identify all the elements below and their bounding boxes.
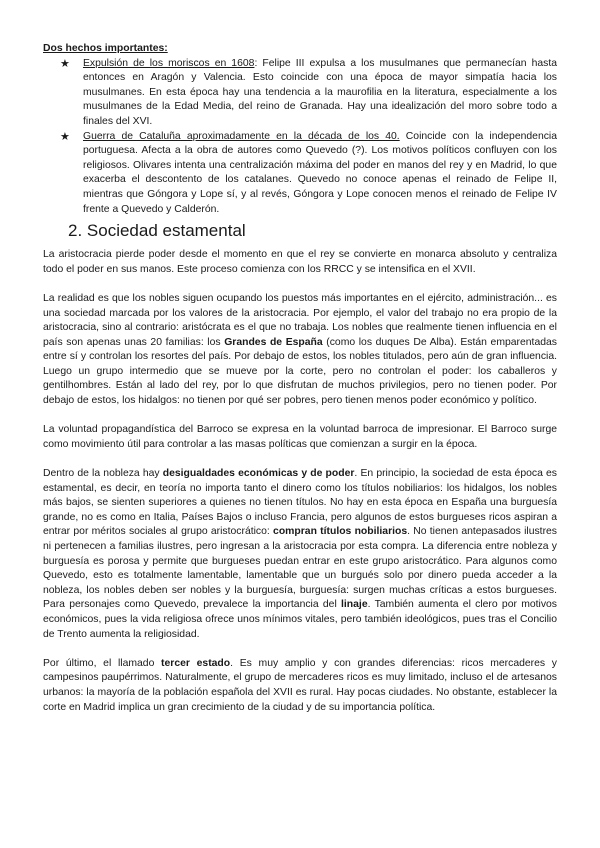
paragraph-text: Por último, el llamado [43,657,162,669]
paragraph-aristocracy [43,248,557,277]
event-title: Expulsión de los moriscos en 1608 [83,57,255,69]
important-facts-heading: Dos hechos importantes: [43,43,168,54]
paragraph-text: La aristocracia pierde poder desde el momento en que el rey se convierte en monarca absoluto y centraliza todo el poder en sus manos. Este proceso comienza con los RRCC y se intensifica en el XVII. [43,249,557,275]
star-bullet-icon: ★ [60,57,70,70]
list-item [43,57,557,130]
list-item [43,130,557,218]
star-bullet-icon: ★ [60,130,70,143]
bold-term: Grandes de España [224,336,323,348]
paragraph-baroque [43,423,557,452]
paragraph-text: . No tienen antepasados ilustres ni pertenecen a familias ilustres, pero ingresan a la aristocracia por esta compra. La diferencia entre nobleza y burguesía es porosa y permite que burgueses puedan entrar en este grupo aristocrático. Para algunos como Quevedo, esto es totalmente lamentable, lamentable que un burgués solo por dinero pueda acceder a la nobleza, los nobles deben ser nobles y la burguesía, burguesía: surgen muchas críticas a estos burgueses. Para personajes como Quevedo, prevalece la importancia del [43,526,558,611]
paragraph-text: (como los duques De Alba). Están emparentadas entre sí y controlan los resortes del país. Por debajo de estos, los nobles titulados, pero aún de gran influencia. Luego un grupo intermedio que se mueve por la corte, pero no controlan el poder: los caballeros y gentilhombres. Están al lado del rey, por lo que disfrutan de muchos privilegios, pero no tienen poder. Por debajo de estos, los hidalgos: no tienen por qué ser pobres, pero tienen menos poder económico y político. [43,336,557,407]
paragraph-inequalities [43,467,557,642]
bold-term: tercer estado [161,657,231,669]
paragraph-text: La realidad es que los nobles siguen ocupando los puestos más importantes en el ejército, administración... es una sociedad marcada por los valores de la aristocracia. Por ejemplo, el valor del trabajo no era propio de la aristocracia, sino al contrario: aristócrata es el que no trabaja. Los nobles que realmente tienen influencia en el país son apenas unas 20 familias: los [43,292,557,348]
paragraph-nobles [43,292,557,409]
paragraph-text: . En principio, la sociedad de esta época es estamental, es decir, en teoría no importa tanto el dinero como los títulos nobiliarios: los hidalgos, los nobles más bajos, se sienten superiores a quienes no tienen títulos. No hay en esta época en España una burguesía grande, no es como en Italia, Países Bajos o incluso Francia, pero algunos de estos burgueses ricos aspiran a entrar por méritos sociales al grupo aristocrático: [43,468,557,538]
event-text: : Felipe III expulsa a los musulmanes que permanecían hasta entonces en Aragón y Valencia. Esto coincide con una época de mayor simpatía hacia los musulmanes. En esta época hay una tendencia a la maurofilia en la literatura, especialmente a los musulmanes de la Edad Media, del reino de Granada. Hay una idealización del moro sobre todo a finales del XVI. [83,57,557,127]
bold-term: compran títulos nobiliarios [273,526,408,538]
event-text: Coincide con la independencia portuguesa. Afecta a la obra de autores como Quevedo (?). Los motivos políticos confluyen con los religiosos. Olivares intenta una centralización máxima del poder en manos del rey y en Madrid, lo que exacerba el descontento de los catalanes. Quevedo no conoce apenas el reinado de Felipe II, mientras que Góngora y Lope sí, y al revés, Góngora y Lope conocen menos el reinado de Felipe IV frente a Quevedo y Calderón. [83,130,558,215]
paragraph-third-estate [43,657,557,715]
section-title: 2. Sociedad estamental [68,221,246,241]
paragraph-text: La voluntad propagandística del Barroco se expresa en la voluntad barroca de impresionar. El Barroco surge como movimiento útil para controlar a las masas políticas que comienzan a surgir en la época. [43,424,557,450]
paragraph-text: Dentro de la nobleza hay [43,468,163,480]
paragraph-text: . Es muy amplio y con grandes diferencias: ricos mercaderes y campesinos paupérrimos. Naturalmente, el grupo de mercaderes ricos es muy limitado, incluso el de artesanos urbanos: la mayoría de la población española del XVII es rural. Hay pocas ciudades. No obstante, establecer la corte en Madrid implica un gran crecimiento de la ciudad y de su importancia política. [43,657,557,713]
important-facts-list [43,57,557,218]
event-title: Guerra de Cataluña aproximadamente en la década de los 40. [83,130,400,142]
bold-term: linaje [341,599,368,611]
bold-term: desigualdades económicas y de poder [162,468,355,480]
paragraph-text: . También aumenta el clero por motivos económicos, pues la vida religiosa ofrece unos mínimos vitales, pero también ideológicos, pues tras el Concilio de Trento aumenta la religiosidad. [43,599,557,640]
